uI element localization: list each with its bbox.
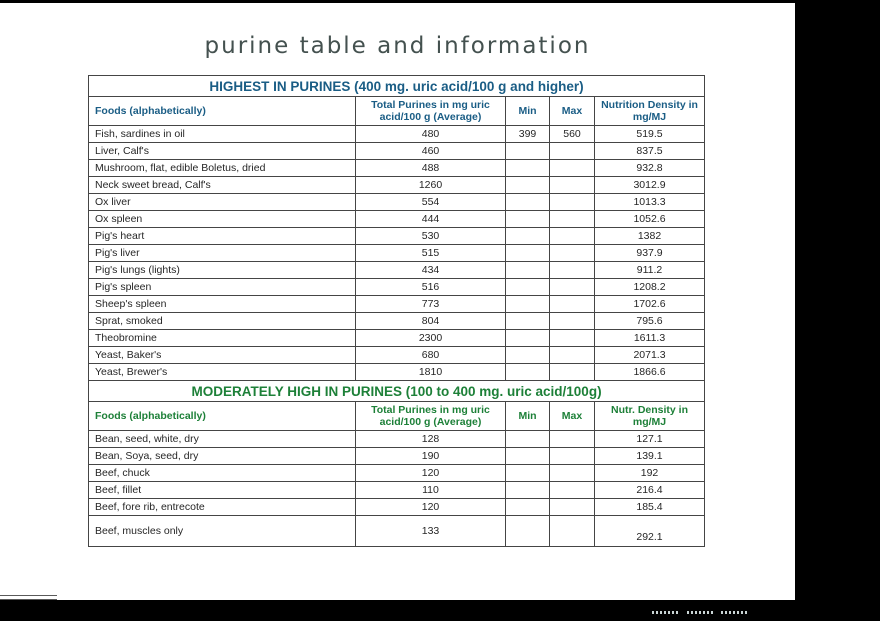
cell-food: Beef, chuck (89, 465, 356, 482)
cell-max (550, 177, 595, 194)
footer-divider-lines (0, 595, 57, 600)
cell-food: Sprat, smoked (89, 313, 356, 330)
cell-avg: 120 (356, 499, 506, 516)
cell-avg: 554 (356, 194, 506, 211)
cell-food: Mushroom, flat, edible Boletus, dried (89, 160, 356, 177)
cell-density: 1382 (595, 228, 705, 245)
cell-min (506, 245, 550, 262)
table-title: HIGHEST IN PURINES (400 mg. uric acid/100 g and higher) (89, 76, 705, 97)
cell-density: 185.4 (595, 499, 705, 516)
cell-max (550, 313, 595, 330)
cell-min (506, 431, 550, 448)
cell-food: Beef, fillet (89, 482, 356, 499)
cell-min: 399 (506, 126, 550, 143)
column-header-nutr-density: Nutr. Density in mg/MJ (595, 402, 705, 431)
table-header-row (89, 402, 705, 431)
cell-density: 127.1 (595, 431, 705, 448)
column-header-min: Min (506, 402, 550, 431)
cell-avg: 773 (356, 296, 506, 313)
table-row (89, 516, 705, 547)
cell-avg: 515 (356, 245, 506, 262)
cell-min (506, 160, 550, 177)
cell-avg: 190 (356, 448, 506, 465)
cell-max (550, 364, 595, 381)
cell-max (550, 482, 595, 499)
cell-min (506, 279, 550, 296)
cell-density: 1208.2 (595, 279, 705, 296)
cell-food: Pig's liver (89, 245, 356, 262)
column-header-foods: Foods (alphabetically) (89, 97, 356, 126)
cell-density: 1052.6 (595, 211, 705, 228)
cell-density: 139.1 (595, 448, 705, 465)
table-row (89, 160, 705, 177)
cell-min (506, 516, 550, 547)
cell-density: 1866.6 (595, 364, 705, 381)
cell-min (506, 465, 550, 482)
cell-avg: 1810 (356, 364, 506, 381)
cell-avg: 444 (356, 211, 506, 228)
table-row (89, 126, 705, 143)
cell-density: 1013.3 (595, 194, 705, 211)
cell-density: 911.2 (595, 262, 705, 279)
cell-food: Ox spleen (89, 211, 356, 228)
table-row (89, 211, 705, 228)
cell-avg: 516 (356, 279, 506, 296)
table-row (89, 364, 705, 381)
highest-purines-rows (89, 126, 705, 381)
table-title: MODERATELY HIGH IN PURINES (100 to 400 mg. uric acid/100g) (89, 381, 705, 402)
cell-min (506, 177, 550, 194)
cell-food: Yeast, Brewer's (89, 364, 356, 381)
cell-min (506, 143, 550, 160)
cell-max (550, 160, 595, 177)
document-page (0, 3, 795, 600)
column-header-min: Min (506, 97, 550, 126)
cell-density: 795.6 (595, 313, 705, 330)
column-header-max: Max (550, 97, 595, 126)
purine-tables (88, 75, 704, 547)
table-title-row (89, 76, 705, 97)
cell-food: Ox liver (89, 194, 356, 211)
cell-max: 560 (550, 126, 595, 143)
cell-density: 216.4 (595, 482, 705, 499)
column-header-total-purines: Total Purines in mg uric acid/100 g (Average) (356, 402, 506, 431)
cell-max (550, 296, 595, 313)
cell-food: Fish, sardines in oil (89, 126, 356, 143)
cell-food: Liver, Calf's (89, 143, 356, 160)
cell-min (506, 347, 550, 364)
cell-food: Bean, Soya, seed, dry (89, 448, 356, 465)
table-row (89, 330, 705, 347)
table-row (89, 431, 705, 448)
cell-density: 932.8 (595, 160, 705, 177)
cell-density: 292.1 (595, 516, 705, 547)
table-row (89, 279, 705, 296)
table-row (89, 262, 705, 279)
cell-avg: 120 (356, 465, 506, 482)
cell-density: 2071.3 (595, 347, 705, 364)
cell-density: 1611.3 (595, 330, 705, 347)
cell-max (550, 347, 595, 364)
cell-avg: 2300 (356, 330, 506, 347)
cell-max (550, 211, 595, 228)
cell-density: 937.9 (595, 245, 705, 262)
cell-max (550, 143, 595, 160)
cell-min (506, 482, 550, 499)
cell-avg: 128 (356, 431, 506, 448)
cell-max (550, 279, 595, 296)
cell-avg: 480 (356, 126, 506, 143)
cell-avg: 133 (356, 516, 506, 547)
table-row (89, 465, 705, 482)
table-row (89, 245, 705, 262)
highest-purines-table (88, 75, 705, 381)
table-row (89, 296, 705, 313)
table-row (89, 194, 705, 211)
table-row (89, 228, 705, 245)
cell-food: Theobromine (89, 330, 356, 347)
table-row (89, 448, 705, 465)
table-title-row (89, 381, 705, 402)
table-row (89, 499, 705, 516)
cell-max (550, 516, 595, 547)
cell-avg: 680 (356, 347, 506, 364)
column-header-total-purines: Total Purines in mg uric acid/100 g (Average) (356, 97, 506, 126)
cell-food: Pig's spleen (89, 279, 356, 296)
cell-max (550, 245, 595, 262)
table-row (89, 347, 705, 364)
cell-avg: 530 (356, 228, 506, 245)
cell-min (506, 228, 550, 245)
cell-food: Beef, muscles only (89, 516, 356, 547)
cell-avg: 110 (356, 482, 506, 499)
cell-food: Bean, seed, white, dry (89, 431, 356, 448)
column-header-nutrition-density: Nutrition Density in mg/MJ (595, 97, 705, 126)
cell-max (550, 499, 595, 516)
cell-min (506, 499, 550, 516)
cell-density: 837.5 (595, 143, 705, 160)
cell-min (506, 211, 550, 228)
cell-food: Pig's heart (89, 228, 356, 245)
column-header-max: Max (550, 402, 595, 431)
cell-density: 192 (595, 465, 705, 482)
table-row (89, 143, 705, 160)
moderately-high-purines-rows (89, 431, 705, 547)
cell-avg: 488 (356, 160, 506, 177)
cell-density: 519.5 (595, 126, 705, 143)
cell-min (506, 296, 550, 313)
cell-max (550, 262, 595, 279)
cell-max (550, 228, 595, 245)
table-row (89, 482, 705, 499)
cell-max (550, 330, 595, 347)
cell-density: 3012.9 (595, 177, 705, 194)
cell-avg: 434 (356, 262, 506, 279)
cell-max (550, 448, 595, 465)
cell-food: Yeast, Baker's (89, 347, 356, 364)
cell-max (550, 194, 595, 211)
table-header-row (89, 97, 705, 126)
moderately-high-purines-table (88, 380, 705, 547)
cell-min (506, 194, 550, 211)
cell-min (506, 448, 550, 465)
cell-food: Pig's lungs (lights) (89, 262, 356, 279)
cell-food: Neck sweet bread, Calf's (89, 177, 356, 194)
cell-min (506, 262, 550, 279)
cell-min (506, 330, 550, 347)
page-title: purine table and information (204, 33, 591, 59)
footer-marks (652, 609, 748, 615)
table-row (89, 177, 705, 194)
cell-min (506, 313, 550, 330)
table-row (89, 313, 705, 330)
cell-avg: 460 (356, 143, 506, 160)
cell-max (550, 431, 595, 448)
cell-max (550, 465, 595, 482)
column-header-foods: Foods (alphabetically) (89, 402, 356, 431)
cell-density: 1702.6 (595, 296, 705, 313)
cell-food: Beef, fore rib, entrecote (89, 499, 356, 516)
cell-avg: 1260 (356, 177, 506, 194)
cell-food: Sheep's spleen (89, 296, 356, 313)
cell-min (506, 364, 550, 381)
cell-avg: 804 (356, 313, 506, 330)
